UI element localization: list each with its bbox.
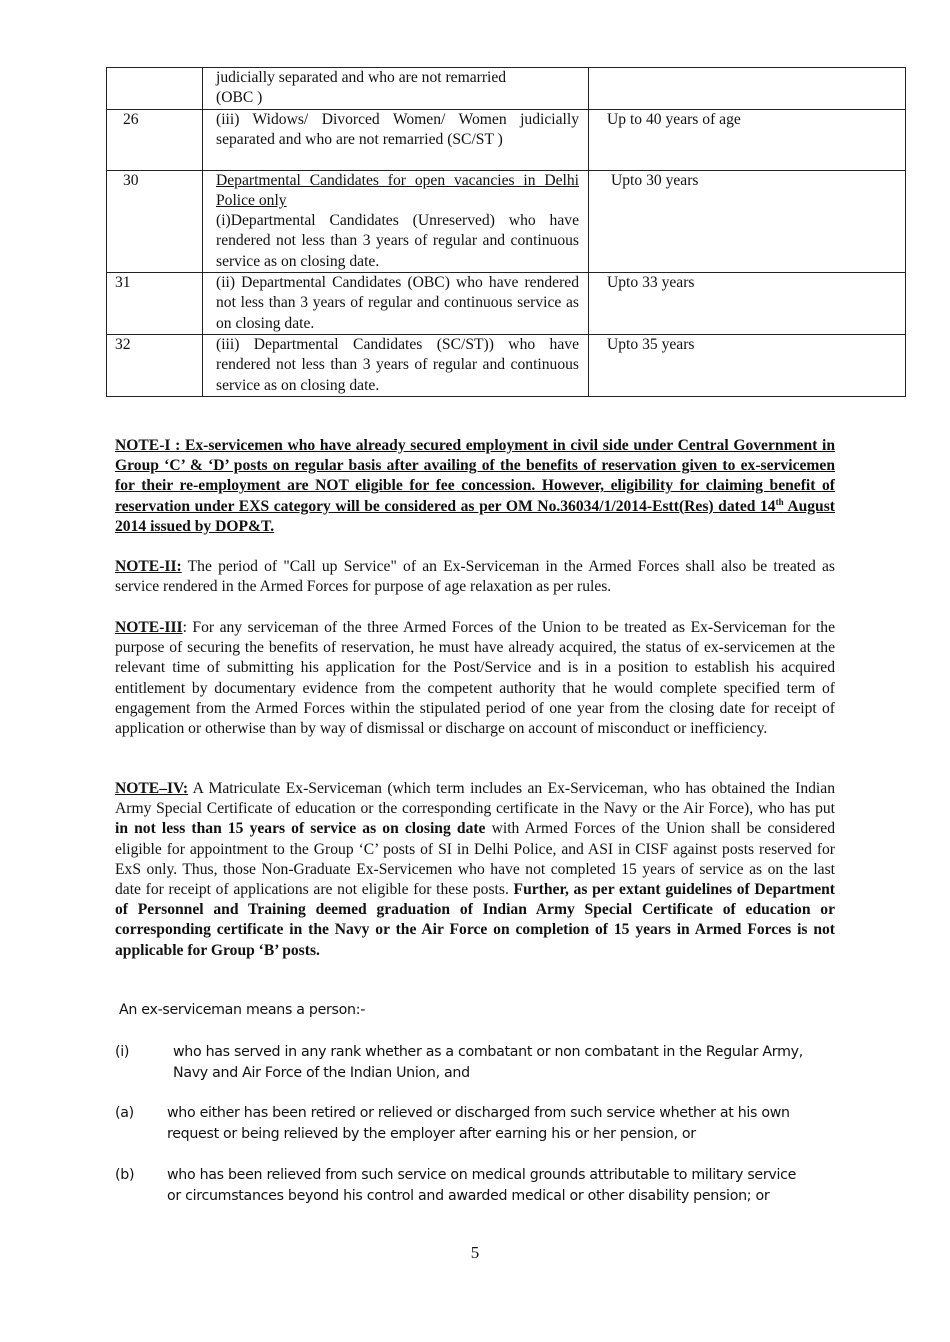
- row-number: 26: [107, 109, 203, 170]
- note-3: NOTE-III: For any serviceman of the three Armed Forces of the Union to be treated as Ex-Serviceman for the purpose of securing the benefits of reservation, he must have already acquired, the status of ex-servicemen at the relevant time of submitting his application for the Post/Service and is in a position to establish his acquired entitlement by documentary evidence from the competent authority that he would complete specified term of engagement from the Armed Forces within the stipulated period of one year from the closing date for receipt of application or otherwise than by way of dismissal or discharge on account of misconduct or inefficiency.: [115, 619, 835, 738]
- list-item-label: (i): [115, 1044, 130, 1060]
- note-2: NOTE-II: The period of "Call up Service" of an Ex-Serviceman in the Armed Forces shall also be treated as service rendered in the Armed Forces for purpose of age relaxation as per rules.: [115, 558, 835, 596]
- row-number: 30: [107, 170, 203, 272]
- age-cell: Upto 35 years: [589, 334, 906, 396]
- note-label: NOTE–IV:: [115, 780, 189, 797]
- age-cell: Upto 33 years: [589, 273, 906, 335]
- note-4: NOTE–IV: A Matriculate Ex-Serviceman (which term includes an Ex-Serviceman, who has obtained the Indian Army Special Certificate of education or the corresponding certificate in the Navy or the Air Force), who has put in not less than 15 years of service as on closing date with Armed Forces of the Union shall be considered eligible for appointment to the Group ‘C’ posts of SI in Delhi Police, and ASI in CISF against posts reserved for ExS only. Thus, those Non-Graduate Ex-Servicemen who have not completed 15 years of service as on the last date for receipt of applications are not eligible for these posts. Further, as per extant guidelines of Department of Personnel and Training deemed graduation of Indian Army Special Certificate of education or corresponding certificate in the Navy or the Air Force on completion of 15 years in Armed Forces is not applicable for Group ‘B’ posts.: [115, 780, 836, 959]
- list-item-text: who either has been retired or relieved or discharged from such service whether at his own request or being relieved by the employer after earning his or her pension, or: [167, 1105, 790, 1142]
- note-1: NOTE-I : Ex-servicemen who have already secured employment in civil side under Central Government in Group ‘C’ & ‘D’ posts on regular basis after availing of the benefits of reservation given to ex-servicemen for their re-employment are NOT eligible for fee concession. However, eligibility for claiming benefit of reservation under EXS category will be considered as per OM No.36034/1/2014-Estt(Res) dated 14th August 2014 issued by DOP&T.: [115, 437, 835, 535]
- row-number: 31: [107, 273, 203, 335]
- category-cell: (iii) Departmental Candidates (SC/ST)) who have rendered not less than 3 years of regular and continuous service as on closing date.: [203, 334, 589, 396]
- list-item-text: who has been relieved from such service on medical grounds attributable to military service or circumstances beyond his control and awarded medical or other disability pension; or: [167, 1167, 797, 1204]
- table-row: [107, 170, 906, 272]
- table-row: [107, 109, 906, 170]
- table-row: [107, 334, 906, 396]
- category-cell: (iii) Widows/ Divorced Women/ Women judicially separated and who are not remarried (SC/ST ): [203, 109, 589, 170]
- category-cell: Departmental Candidates for open vacancies in Delhi Police only (i)Departmental Candidates (Unreserved) who have rendered not less than 3 years of regular and continuous service as on closing date.: [203, 170, 589, 272]
- age-cell: Upto 30 years: [589, 170, 906, 272]
- list-item-label: (a): [115, 1105, 134, 1121]
- table-row: [107, 273, 906, 335]
- note-label: NOTE-III: [115, 619, 183, 636]
- note-label: NOTE-I: [115, 437, 171, 454]
- age-relaxation-table: [106, 67, 906, 397]
- category-cell: (ii) Departmental Candidates (OBC) who have rendered not less than 3 years of regular and continuous service as on closing date.: [203, 273, 589, 335]
- row-number: [107, 68, 203, 110]
- list-item-text: who has served in any rank whether as a combatant or non combatant in the Regular Army, Navy and Air Force of the Indian Union, and: [173, 1044, 803, 1081]
- table-row: [107, 68, 906, 110]
- row-number: 32: [107, 334, 203, 396]
- definition-intro: An ex-serviceman means a person:-: [119, 1002, 366, 1018]
- category-cell: judicially separated and who are not remarried (OBC ): [203, 68, 589, 110]
- note-label: NOTE-II:: [115, 558, 182, 575]
- age-cell: [589, 68, 906, 110]
- age-cell: Up to 40 years of age: [589, 109, 906, 170]
- page-number: 5: [470, 1243, 480, 1262]
- list-item-label: (b): [115, 1167, 135, 1183]
- category-heading: Departmental Candidates for open vacancies in Delhi Police only: [216, 171, 579, 209]
